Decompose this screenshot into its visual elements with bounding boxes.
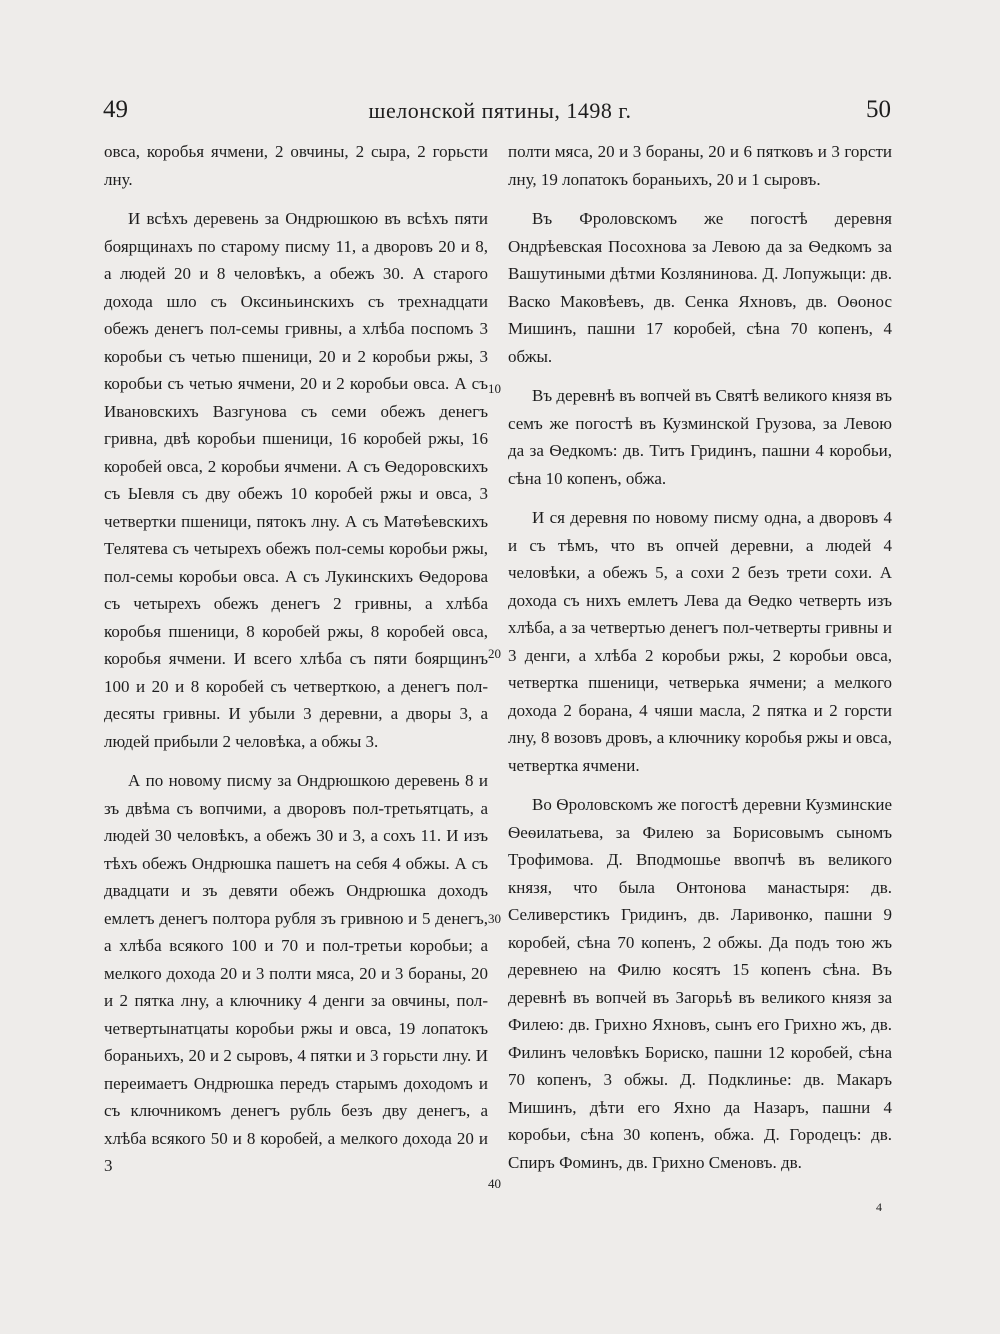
paragraph: И всѣхъ деревень за Ондрюшкою въ всѣхъ пяти боярщинахъ по старому писму 11, а дворовъ 20 и 8, а людей 20 и 8 человѣкъ, а обежъ 30. А старого дохода шло съ Оксиньинскихъ съ трехнадцати обежъ денегъ пол-семы гривны, а хлѣба поспомъ 3 коробьи съ четью пшеници, 20 и 2 коробьи ржы, 3 коробьи съ четью ячмени, 20 и 2 коробьи овса. А съ Ивановскихъ Вазгунова съ семи обежъ денегъ гривна, двѣ коробьи пшеници, 16 коробей ржы, 16 коробей овса, 2 коробьи ячмени. А съ Ѳедоровскихъ съ Ыевля съ дву обежъ 10 коробей ржы и овса, 3 четвертки пшеници, пятокъ лну. А съ Матѳѣевскихъ Телятева съ четырехъ обежъ пол-семы коробьи ржы, пол-семы коробьи овса. А съ Лукинскихъ Ѳедорова съ четырехъ обежъ денегъ 2 гривны, а хлѣба коробья пшеници, 8 коробей ржы, 8 коробей овса, коробья ячмени. И всего хлѣба съ пяти боярщинъ 100 и 20 и 8 коробей съ четверткою, а денегъ пол-десяты гривны. И убыли 3 деревни, а дворы 3, а людей прибыли 2 человѣка, а обжы 3.: [104, 209, 488, 751]
line-number: 10: [488, 381, 501, 396]
paragraph: А по новому писму за Ондрюшкою деревень 8 и зъ двѣма съ вопчими, а дворовъ пол-третьятцать, а людей 30 человѣкъ, а обежъ 30 и 3, а сохъ 11. И изъ тѣхъ обежъ Ондрюшка пашетъ на себя 4 обжы. А съ двадцати и зъ девяти обежъ Ондрюшка доходъ емлетъ денегъ полтора рубля зъ гривною и 5 денегъ, а хлѣба всякого 100 и 70 и пол-третьи коробьи; а мелкого дохода 20 и 3 полти мяса, 20 и 3 бораны, 20 и 2 пятка лну, а ключнику 4 денги за овчины, пол-четвертынатцаты коробьи ржы и овса, 19 лопатокъ бораньихъ, 20 и 2 сыровъ, 4 пятки и 3 горьсти лну. И переимаетъ Ондрюшка передъ старымъ доходомъ и съ ключникомъ денегъ рубль безъ дву денегъ, а хлѣба всякого 50 и 8 коробей, а мелкого дохода 20 и 3: [104, 771, 488, 1175]
paragraph: Во Ѳроловскомъ же погостѣ деревни Кузминские Ѳеѳилатьева, за Филею за Борисовымъ сыномъ Трофимова. Д. Вподмошье ввопчѣ въ великого князя, что была Онтонова манастыря: дв. Селиверстикъ Гридинъ, дв. Ларивонко, пашни 9 коробей, сѣна 70 копенъ, 2 обжы. Да подъ тою жъ деревнею на Филю косятъ 15 копенъ сѣна. Въ деревнѣ въ вопчей въ Загорьѣ въ великого князя за Филею: дв. Грихно Яхновъ, сынъ его Грихно жъ, дв. Филинъ человѣкъ Бориско, пашни 12 коробей, сѣна 70 копенъ, 3 обжы. Д. Подклинье: дв. Макаръ Мишинъ, дѣти его Яхно да Назаръ, пашни 4 коробьи, сѣна 30 копенъ, обжа. Д. Городецъ: дв. Спиръ Фоминъ, дв. Грихно Сменовъ. дв.: [508, 795, 892, 1172]
paragraph: овса, коробья ячмени, 2 овчины, 2 сыра, 2 горьсти лну.: [104, 142, 488, 189]
paragraph: Въ Фроловскомъ же погостѣ деревня Ондрѣевская Посохнова за Левою да за Ѳедкомъ за Вашутиными дѣтми Козлянинова. Д. Лопужыци: дв. Васко Маковѣевъ, дв. Сенка Яхновъ, дв. Оѳонос Мишинъ, пашни 17 коробей, сѣна 70 копенъ, 4 обжы.: [508, 209, 892, 366]
paragraph: полти мяса, 20 и 3 бораны, 20 и 6 пятковъ и 3 горсти лну, 19 лопатокъ бораньихъ, 20 и 1 сыровъ.: [508, 142, 892, 189]
line-number: 40: [488, 1176, 501, 1191]
left-column: [104, 138, 488, 1192]
line-number: 20: [488, 646, 501, 661]
running-head: шелонской пятины, 1498 г.: [368, 98, 632, 123]
line-number: 30: [488, 911, 501, 926]
paragraph: Въ деревнѣ въ вопчей въ Святѣ великого князя въ семъ же погостѣ въ Кузминской Грузова, за Левою да за Ѳедкомъ: дв. Титъ Гридинъ, пашни 4 коробьи, сѣна 10 копенъ, обжа.: [508, 386, 892, 488]
right-column: [508, 138, 892, 1188]
paragraph: И ся деревня по новому писму одна, а дворовъ 4 и съ тѣмъ, что въ опчей деревни, а людей 4 человѣки, а обежъ 5, а сохи 2 безъ трети сохи. А дохода съ нихъ емлетъ Лева да Ѳедко четверть изъ хлѣба, а за четвертью денегъ пол-четверты гривны и 3 денги, а хлѣба 2 коробьи ржы, 2 коробьи овса, четвертка пшеници, четверька ячмени; а мелкого дохода 2 борана, 4 чяши масла, 2 пятка и 2 горсти лну, 8 возовъ дровъ, а ключнику коробья ржы и овса, четвертка ячмени.: [508, 508, 892, 775]
signature-mark: 4: [876, 1200, 882, 1214]
page-number-right: 50: [866, 96, 891, 123]
page-number-left: 49: [103, 96, 128, 123]
